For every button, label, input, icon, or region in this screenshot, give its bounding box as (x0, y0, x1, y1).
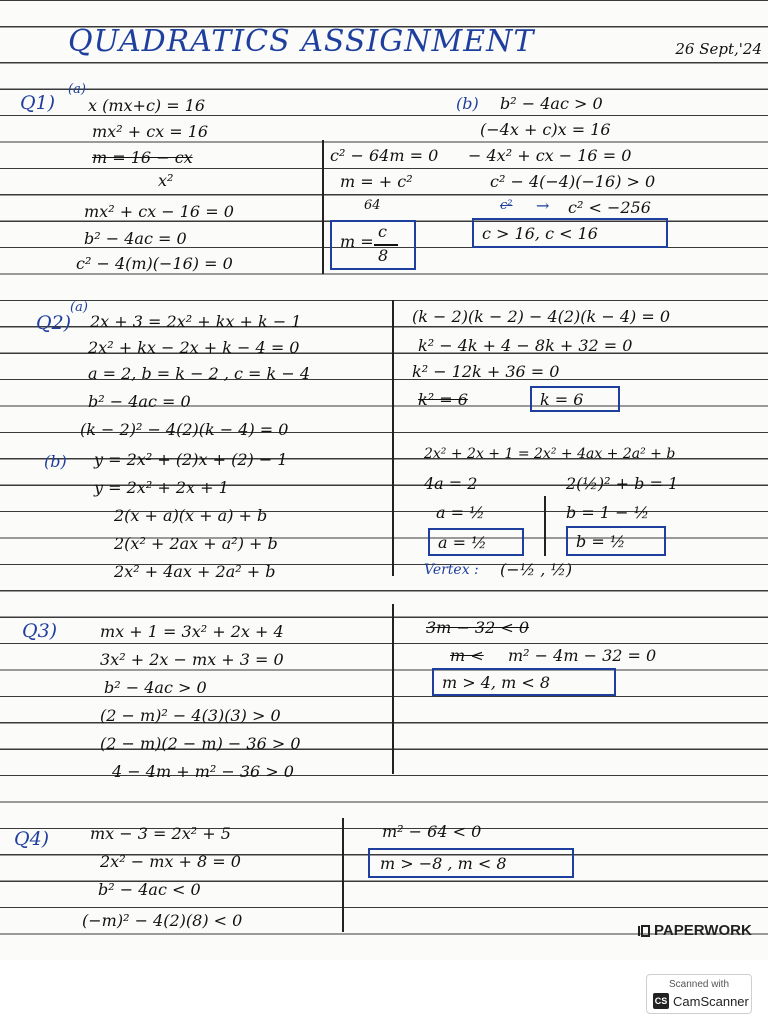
q2-line: 2(½)² + b = 1 (566, 474, 679, 493)
q2-line: (k − 2)(k − 2) − 4(2)(k − 4) = 0 (412, 307, 670, 326)
q2-line: 2(x + a)(x + a) + b (114, 506, 268, 525)
q3-strike-note: m < (450, 646, 484, 665)
q4-line: (−m)² − 4(2)(8) < 0 (82, 911, 243, 930)
q1-line: c² − 4(−4)(−16) > 0 (490, 172, 656, 191)
q1-line: b² − 4ac = 0 (84, 229, 187, 248)
q2b-b-answer-box (566, 526, 666, 556)
q2-part-a-label: (a) (70, 300, 88, 315)
q2-line: k² − 12k + 36 = 0 (412, 362, 560, 381)
q2-line: k² = 6 (418, 390, 468, 409)
column-divider (392, 300, 394, 576)
q2-line: 2x² + 2x + 1 = 2x² + 4ax + 2a² + b (424, 446, 676, 462)
arrow-icon: → (536, 196, 550, 215)
paperwork-logo-icon (638, 925, 650, 937)
q2-line: 2x² + 4ax + 2a² + b (114, 562, 276, 581)
answer-lhs: m = (340, 232, 374, 251)
q2-line: 4a = 2 (424, 474, 478, 493)
column-divider (392, 604, 394, 774)
q3-line: 3x² + 2x − mx + 3 = 0 (100, 650, 284, 669)
q1-line: m = 16 − cx (92, 148, 193, 167)
q1-line: c² < −256 (568, 198, 651, 217)
answer-text: k = 6 (540, 390, 584, 409)
brand-label: PAPERWORK (654, 922, 752, 939)
q1-line: c² − 4(m)(−16) = 0 (76, 254, 233, 273)
q4-line: mx − 3 = 2x² + 5 (90, 824, 231, 843)
q2-line: b² − 4ac = 0 (88, 392, 191, 411)
column-divider (342, 818, 344, 932)
q3-line: mx + 1 = 3x² + 2x + 4 (100, 622, 284, 641)
q3-line: 4 − 4m + m² − 36 > 0 (112, 762, 294, 781)
q2-line: 2x² + kx − 2x + k − 4 = 0 (88, 338, 300, 357)
camscanner-logo-icon: CS (653, 993, 669, 1009)
q1-line: mx² + cx − 16 = 0 (84, 202, 234, 221)
q2-line: b = 1 − ½ (566, 503, 650, 522)
answer-numerator: c (378, 222, 387, 241)
work-divider (544, 496, 546, 556)
answer-text: a = ½ (438, 533, 487, 552)
q3-label: Q3) (22, 620, 58, 642)
q1b-answer-box (472, 218, 668, 248)
q4-answer-box (368, 848, 574, 878)
q1-line: c² − 64m = 0 (330, 146, 439, 165)
q3-line: (2 − m)² − 4(3)(3) > 0 (100, 706, 281, 725)
date-label: 26 Sept,'24 (675, 40, 762, 58)
q1-part-a-label: (a) (68, 82, 86, 97)
answer-text: b = ½ (576, 532, 626, 551)
q1-line: mx² + cx = 16 (92, 122, 209, 141)
q2-line: y = 2x² + (2)x + (2) − 1 (94, 450, 288, 469)
camscanner-badge (646, 974, 752, 1014)
q1a-answer-box (330, 220, 416, 270)
q2-part-b-label: (b) (44, 452, 67, 471)
q2-line: 2x + 3 = 2x² + kx + k − 1 (90, 312, 302, 331)
camscanner-name: CamScanner (673, 994, 749, 1009)
q2-line: a = 2, b = k − 2 , c = k − 4 (88, 364, 310, 383)
answer-text: m > −8 , m < 8 (380, 854, 507, 873)
q4-line: 2x² − mx + 8 = 0 (100, 852, 241, 871)
q2-line: k² − 4k + 4 − 8k + 32 = 0 (418, 336, 633, 355)
q3-line: 3m − 32 < 0 (426, 618, 530, 637)
column-divider (322, 140, 324, 274)
q2-line: a = ½ (436, 503, 485, 522)
q1-line: b² − 4ac > 0 (500, 94, 603, 113)
q4-line: m² − 64 < 0 (382, 822, 482, 841)
q4-label: Q4) (14, 828, 50, 850)
q2a-answer-box (530, 386, 620, 412)
q1-label: Q1) (20, 92, 56, 114)
q1-part-b-label: (b) (456, 94, 479, 113)
vertex-label: Vertex : (424, 562, 479, 578)
q3-line: (2 − m)(2 − m) − 36 > 0 (100, 734, 301, 753)
q3-answer-box (432, 668, 616, 696)
q3-line: m² − 4m − 32 = 0 (508, 646, 657, 665)
q1-line: (−4x + c)x = 16 (480, 120, 611, 139)
q2-line: (k − 2)² − 4(2)(k − 4) = 0 (80, 420, 289, 439)
page-title: QUADRATICS ASSIGNMENT (68, 24, 535, 59)
q1-line: m = + c² (340, 172, 413, 191)
q4-line: b² − 4ac < 0 (98, 880, 201, 899)
answer-text: c > 16, c < 16 (482, 224, 598, 243)
q1-line: x² (158, 171, 174, 190)
q1-line: 64 (364, 198, 381, 213)
q1-line: x (mx+c) = 16 (88, 96, 206, 115)
q1-arrow-note: c² (500, 198, 513, 213)
scanned-with-label: Scanned with (668, 979, 730, 990)
answer-text: m > 4, m < 8 (442, 673, 551, 692)
q2-line: y = 2x² + 2x + 1 (94, 478, 229, 497)
vertex-value: (−½ , ½) (500, 560, 573, 579)
answer-denominator: 8 (378, 246, 389, 265)
q2-label: Q2) (36, 312, 72, 334)
q2-line: 2(x² + 2ax + a²) + b (114, 534, 278, 553)
q1-line: − 4x² + cx − 16 = 0 (468, 146, 632, 165)
q2b-a-answer-box (428, 528, 524, 556)
q3-line: b² − 4ac > 0 (104, 678, 207, 697)
